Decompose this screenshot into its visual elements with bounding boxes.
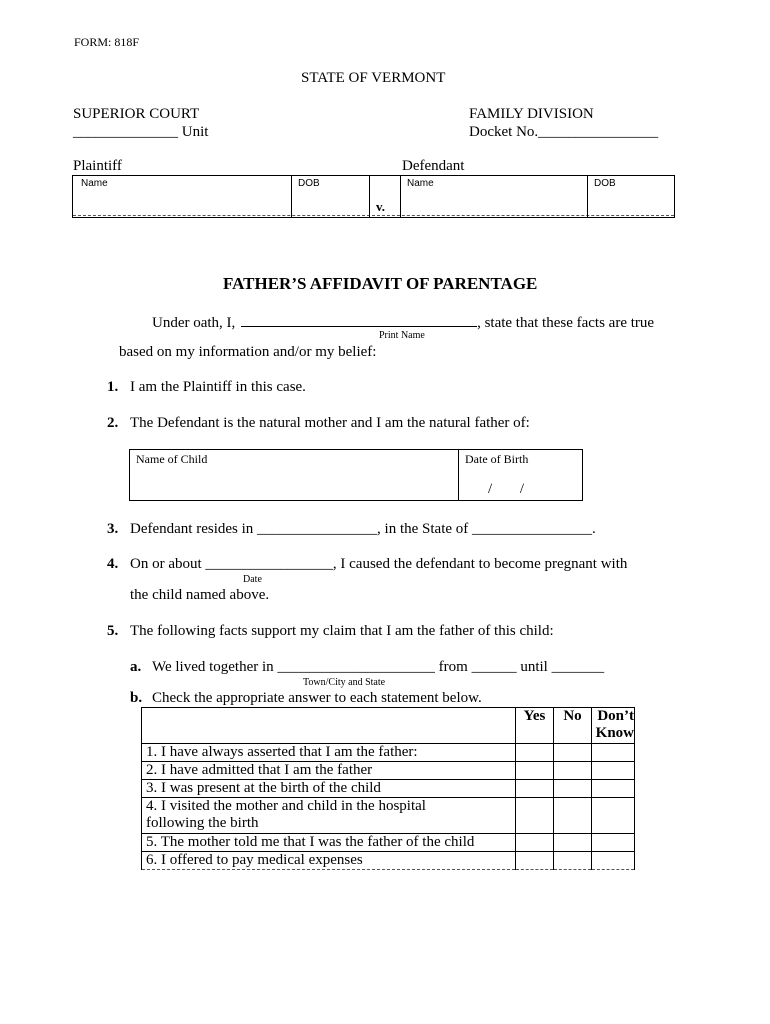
table-row	[142, 852, 635, 870]
residence-state-input[interactable]: ________________	[472, 521, 593, 537]
statement-4-line-1: 4. I visited the mother and child in the hospital	[146, 798, 426, 814]
item-5b-text: Check the appropriate answer to each statement below.	[152, 690, 482, 706]
yes-header: Yes	[516, 708, 554, 744]
docket-line	[469, 123, 658, 141]
oath-suffix: , state that these facts are true	[477, 315, 655, 331]
item-3-part1: Defendant resides in	[130, 521, 254, 537]
town-caption: Town/City and State	[303, 677, 386, 688]
statement-1-no[interactable]	[554, 744, 592, 762]
child-dob-slashes: / /	[488, 481, 525, 497]
item-5a-from: from	[438, 659, 468, 675]
statement-5-no[interactable]	[554, 834, 592, 852]
statement-6: 6. I offered to pay medical expenses	[142, 852, 516, 870]
statement-1: 1. I have always asserted that I am the father:	[142, 744, 516, 762]
statement-5-dont-know[interactable]	[592, 834, 635, 852]
versus-cell	[369, 176, 386, 217]
unit-line	[73, 123, 208, 141]
statement-2-no[interactable]	[554, 762, 592, 780]
page-title: FATHER’S AFFIDAVIT OF PARENTAGE	[223, 274, 538, 293]
conception-date-input[interactable]: _________________	[205, 556, 333, 572]
item-4-part1: On or about	[130, 556, 202, 572]
state-heading: STATE OF VERMONT	[301, 70, 446, 86]
statement-4-dont-know[interactable]	[592, 798, 635, 834]
dont-know-line-1: Don’t	[597, 708, 634, 724]
statement-4	[142, 798, 516, 834]
party-table	[72, 175, 675, 218]
date-caption: Date	[243, 574, 262, 585]
plaintiff-dob-header: DOB	[298, 178, 320, 189]
statement-2-dont-know[interactable]	[592, 762, 635, 780]
table-row	[142, 780, 635, 798]
lived-from-input[interactable]: ______	[471, 659, 517, 675]
oath-prefix: Under oath, I,	[152, 315, 236, 331]
division-name: FAMILY DIVISION	[469, 106, 594, 122]
item-3-number: 3.	[107, 521, 119, 537]
oath-continuation: based on my information and/or my belief:	[119, 344, 377, 360]
defendant-name-header: Name	[407, 178, 434, 189]
no-header: No	[554, 708, 592, 744]
item-3-line	[130, 520, 596, 538]
unit-blank[interactable]: ______________	[73, 124, 178, 140]
docket-blank[interactable]: ________________	[538, 124, 659, 140]
child-dob-header: Date of Birth	[465, 452, 529, 466]
docket-label: Docket No.	[469, 124, 539, 140]
print-name-input[interactable]	[241, 312, 477, 327]
item-2-text: The Defendant is the natural mother and I am the natural father of:	[130, 415, 530, 431]
item-5-text: The following facts support my claim that I am the father of this child:	[130, 623, 554, 639]
form-id: FORM: 818F	[74, 35, 140, 49]
residence-town-input[interactable]: ________________	[257, 521, 378, 537]
statement-header-cell	[142, 708, 516, 744]
item-4-line	[130, 555, 627, 573]
statement-6-dont-know[interactable]	[592, 852, 635, 870]
statement-6-no[interactable]	[554, 852, 592, 870]
statement-6-yes[interactable]	[516, 852, 554, 870]
child-name-cell[interactable]	[130, 450, 458, 500]
item-1-number: 1.	[107, 379, 119, 395]
print-name-caption: Print Name	[379, 330, 425, 341]
child-name-header: Name of Child	[136, 452, 208, 466]
item-5-number: 5.	[107, 623, 119, 639]
table-row	[142, 798, 635, 834]
dont-know-header	[592, 708, 635, 744]
statement-1-yes[interactable]	[516, 744, 554, 762]
unit-label: Unit	[181, 124, 209, 140]
child-table	[129, 449, 583, 501]
table-row	[142, 834, 635, 852]
statement-4-no[interactable]	[554, 798, 592, 834]
item-5a-until: until	[520, 659, 548, 675]
check-table-header	[142, 708, 635, 744]
versus-label: v.	[376, 199, 386, 214]
statement-3: 3. I was present at the birth of the child	[142, 780, 516, 798]
plaintiff-name-header: Name	[81, 178, 108, 189]
item-4-number: 4.	[107, 556, 119, 572]
child-dob-cell[interactable]	[458, 450, 582, 500]
table-row	[142, 762, 635, 780]
item-5b-letter: b.	[130, 690, 143, 706]
statement-1-dont-know[interactable]	[592, 744, 635, 762]
statement-4-line-2: following the birth	[146, 815, 259, 831]
item-4-part2: , I caused the defendant to become pregnant with	[332, 556, 628, 572]
statement-3-dont-know[interactable]	[592, 780, 635, 798]
item-5a-letter: a.	[130, 659, 142, 675]
defendant-dob-cell[interactable]	[587, 176, 616, 217]
defendant-label: Defendant	[402, 158, 465, 174]
item-3-part2: , in the State of	[377, 521, 469, 537]
statement-5-yes[interactable]	[516, 834, 554, 852]
item-1-text: I am the Plaintiff in this case.	[130, 379, 306, 395]
lived-until-input[interactable]: _______	[551, 659, 605, 675]
oath-line	[152, 312, 654, 332]
statement-2-yes[interactable]	[516, 762, 554, 780]
defendant-name-cell[interactable]	[400, 176, 434, 217]
statement-3-yes[interactable]	[516, 780, 554, 798]
item-4-continuation: the child named above.	[130, 587, 270, 603]
statement-3-no[interactable]	[554, 780, 592, 798]
statement-4-yes[interactable]	[516, 798, 554, 834]
table-row	[142, 744, 635, 762]
check-table	[141, 707, 635, 870]
item-3-part3: .	[592, 521, 596, 537]
item-5a-line	[152, 658, 604, 676]
lived-town-input[interactable]: _____________________	[277, 659, 435, 675]
dont-know-line-2: Know	[595, 725, 634, 741]
statement-5: 5. The mother told me that I was the father of the child	[142, 834, 516, 852]
plaintiff-dob-cell[interactable]	[291, 176, 320, 217]
court-name: SUPERIOR COURT	[73, 106, 200, 122]
item-5a-part1: We lived together in	[152, 659, 274, 675]
plaintiff-label: Plaintiff	[73, 158, 122, 174]
statement-2: 2. I have admitted that I am the father	[142, 762, 516, 780]
item-2-number: 2.	[107, 415, 119, 431]
defendant-dob-header: DOB	[594, 178, 616, 189]
